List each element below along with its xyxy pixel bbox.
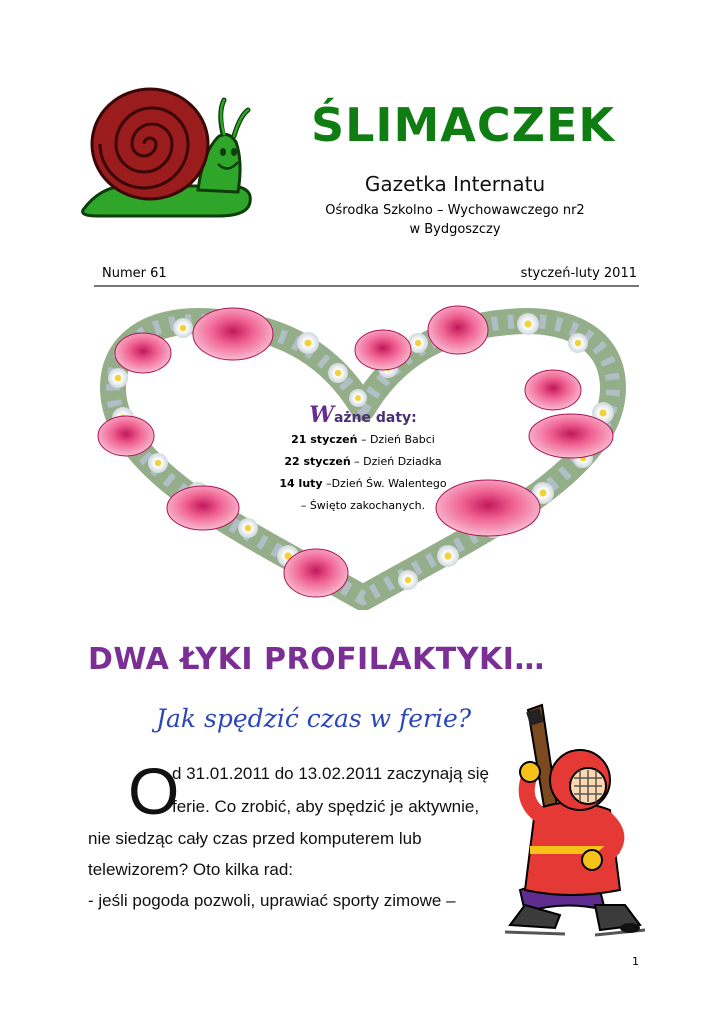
snail-logo-icon xyxy=(78,82,258,222)
hockey-player-illustration-icon xyxy=(480,700,660,940)
important-dates-box xyxy=(268,404,458,517)
header-divider xyxy=(94,285,639,287)
article-title: DWA ŁYKI PROFILAKTYKI… xyxy=(88,642,545,677)
date-description: – Dzień Babci xyxy=(357,433,435,446)
issue-number: Numer 61 xyxy=(102,266,167,281)
issue-date: styczeń-luty 2011 xyxy=(520,266,637,281)
paragraph-line: nie siedząc cały czas przed komputerem lub xyxy=(88,829,422,848)
date-label: 21 styczeń xyxy=(291,433,358,446)
date-description: – Święto zakochanych. xyxy=(300,499,426,512)
drop-cap: O xyxy=(128,754,180,828)
date-entry xyxy=(268,429,458,451)
date-entry xyxy=(268,473,458,495)
paragraph-line: telewizorem? Oto kilka rad: xyxy=(88,860,294,879)
date-label: 22 styczeń xyxy=(284,455,351,468)
date-entry xyxy=(268,451,458,473)
date-description: – Dzień Dziadka xyxy=(350,455,442,468)
date-label: 14 luty xyxy=(279,477,323,490)
date-entry xyxy=(268,495,458,517)
paragraph-line: - jeśli pogoda pozwoli, uprawiać sporty zimowe – xyxy=(88,891,456,910)
date-description: –Dzień Św. Walentego xyxy=(322,477,447,490)
organization-line-2: w Bydgoszczy xyxy=(409,222,501,237)
heading-rest: ażne daty: xyxy=(333,410,417,426)
article-subtitle: Jak spędzić czas w ferie? xyxy=(156,704,472,733)
paragraph-line: d 31.01.2011 do 13.02.2011 zaczynają się xyxy=(172,764,489,783)
newsletter-subtitle: Gazetka Internatu xyxy=(364,172,546,196)
important-dates-heading xyxy=(268,404,458,429)
organization-line-1: Ośrodka Szkolno – Wychowawczego nr2 xyxy=(325,203,585,218)
paragraph-line: ferie. Co zrobić, aby spędzić je aktywnie, xyxy=(172,797,480,816)
heading-initial: W xyxy=(309,402,334,428)
newsletter-title: ŚLIMACZEK xyxy=(310,98,616,152)
page-number: 1 xyxy=(632,955,639,968)
